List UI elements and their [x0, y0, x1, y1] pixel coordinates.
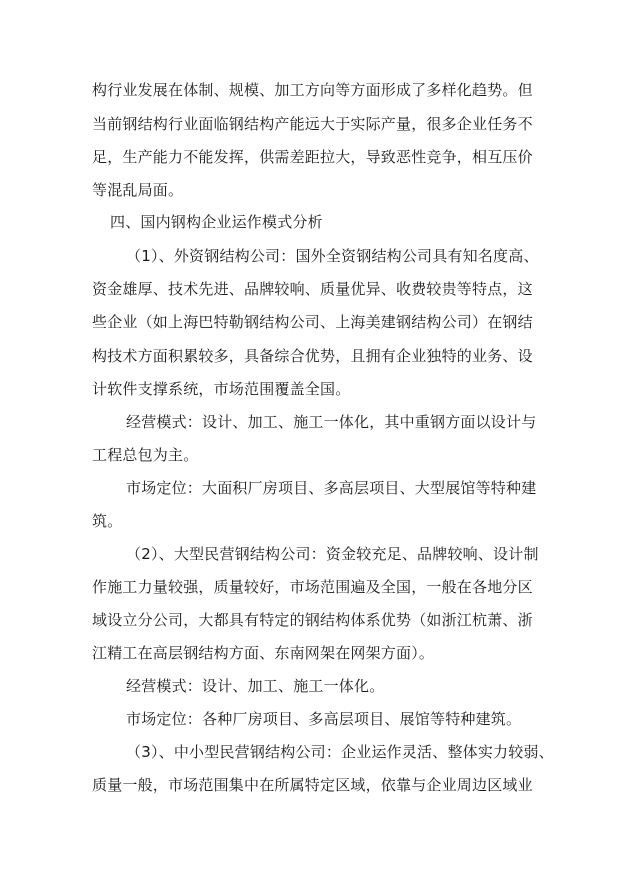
paragraph-line: 市场定位：大面积厂房项目、多高层项目、大型展馆等特种建	[126, 479, 537, 497]
paragraph-line: （1）、外资钢结构公司：国外全资钢结构公司具有知名度高、	[126, 247, 539, 265]
paragraph-line: （3）、中小型民营钢结构公司：企业运作灵活、整体实力较弱、	[126, 743, 554, 761]
paragraph-line: 筑。	[92, 512, 123, 530]
paragraph-line: 等混乱局面。	[92, 181, 184, 199]
paragraph-line: 域设立分公司，大都具有特定的钢结构体系优势（如浙江杭萧、浙	[92, 611, 533, 629]
paragraph-line: 作施工力量较强，质量较好，市场范围遍及全国，一般在各地分区	[92, 578, 533, 596]
paragraph-line: 计软件支撑系统，市场范围覆盖全国。	[92, 380, 351, 398]
paragraph-line: 足，生产能力不能发挥，供需差距拉大，导致恶性竞争，相互压价	[92, 148, 533, 166]
paragraph-line: 构技术方面积累较多，具备综合优势，且拥有企业独特的业务、设	[92, 347, 533, 365]
paragraph-line: 构行业发展在体制、规模、加工方向等方面形成了多样化趋势。但	[92, 81, 533, 99]
paragraph-line: 市场定位：各种厂房项目、多高层项目、展馆等特种建筑。	[126, 710, 522, 728]
paragraph-line: （2）、大型民营钢结构公司：资金较充足、品牌较响、设计制	[126, 545, 539, 563]
paragraph-line: 经营模式：设计、加工、施工一体化，其中重钢方面以设计与	[126, 413, 537, 431]
paragraph-line: 些企业（如上海巴特勒钢结构公司、上海美建钢结构公司）在钢结	[92, 313, 533, 331]
paragraph-line: 质量一般，市场范围集中在所属特定区域，依靠与企业周边区域业	[92, 776, 533, 794]
section-heading: 四、国内钢构企业运作模式分析	[110, 213, 323, 231]
paragraph-line: 当前钢结构行业面临钢结构产能远大于实际产量，很多企业任务不	[92, 115, 533, 133]
paragraph-line: 工程总包为主。	[92, 446, 199, 464]
paragraph-line: 资金雄厚、技术先进、品牌较响、质量优异、收费较贵等特点，这	[92, 280, 533, 298]
paragraph-line: 江精工在高层钢结构方面、东南网架在网架方面）。	[92, 644, 435, 662]
paragraph-line: 经营模式：设计、加工、施工一体化。	[126, 677, 385, 695]
